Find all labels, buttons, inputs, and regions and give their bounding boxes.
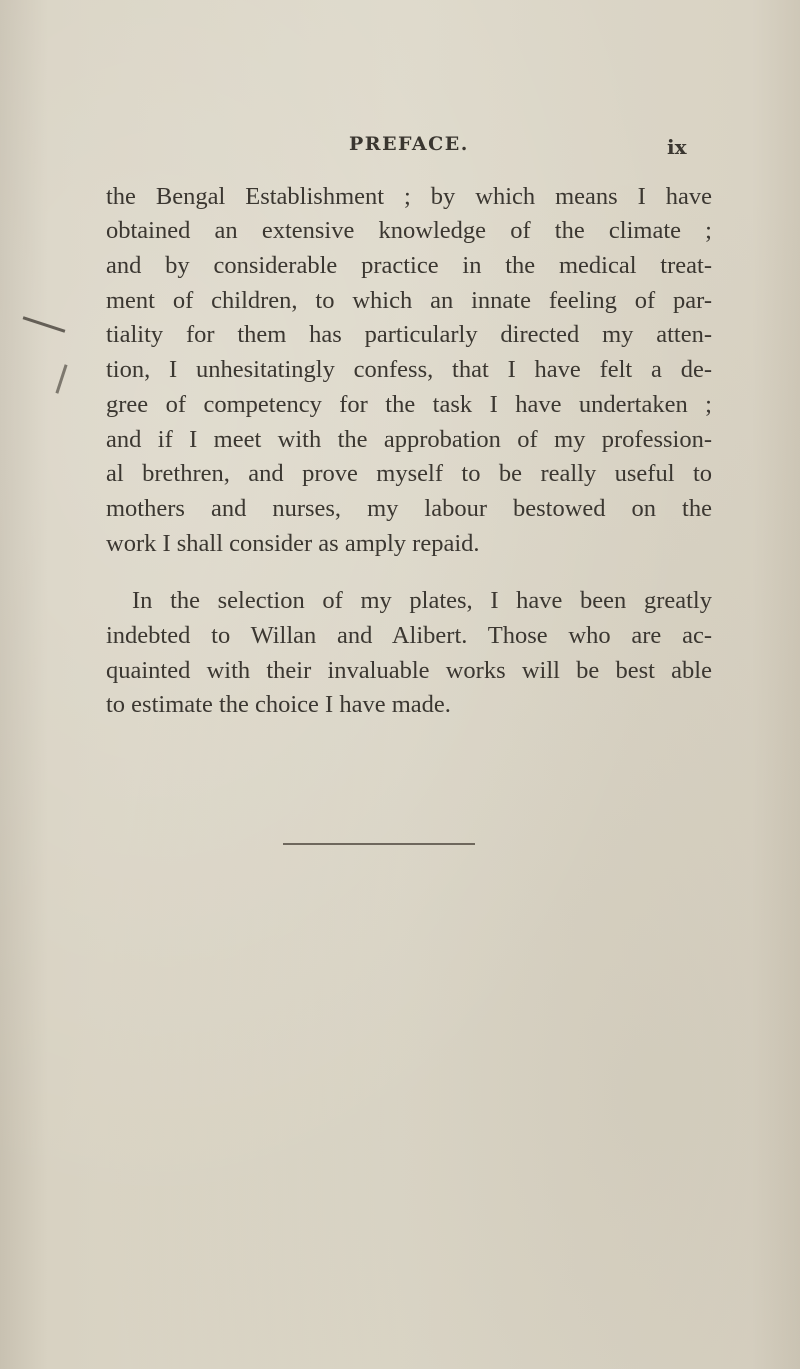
text-line: In the selection of my plates, I have been greatly [132,587,712,614]
text-line: and by considerable practice in the medical treat- [106,252,712,279]
text-line: obtained an extensive knowledge of the climate ; [106,217,712,244]
page-number: ix [667,135,687,159]
text-line: indebted to Willan and Alibert. Those who are ac- [106,622,712,649]
text-line: al brethren, and prove myself to be really useful to [106,460,712,487]
text-line: the Bengal Establishment ; by which means I have [106,183,712,210]
running-head: PREFACE. [349,133,469,155]
text-line: ment of children, to which an innate feeling of par- [106,287,712,314]
text-line: mothers and nurses, my labour bestowed on the [106,495,712,522]
text-line: gree of competency for the task I have undertaken ; [106,391,712,418]
text-line: and if I meet with the approbation of my profession- [106,426,712,453]
text-line: work I shall consider as amply repaid. [106,530,480,557]
text-line: tiality for them has particularly directed my atten- [106,321,712,348]
text-line: to estimate the choice I have made. [106,691,451,718]
text-line: tion, I unhesitatingly confess, that I have felt a de- [106,356,712,383]
section-divider [283,843,475,845]
text-line: quainted with their invaluable works will be best able [106,657,712,684]
